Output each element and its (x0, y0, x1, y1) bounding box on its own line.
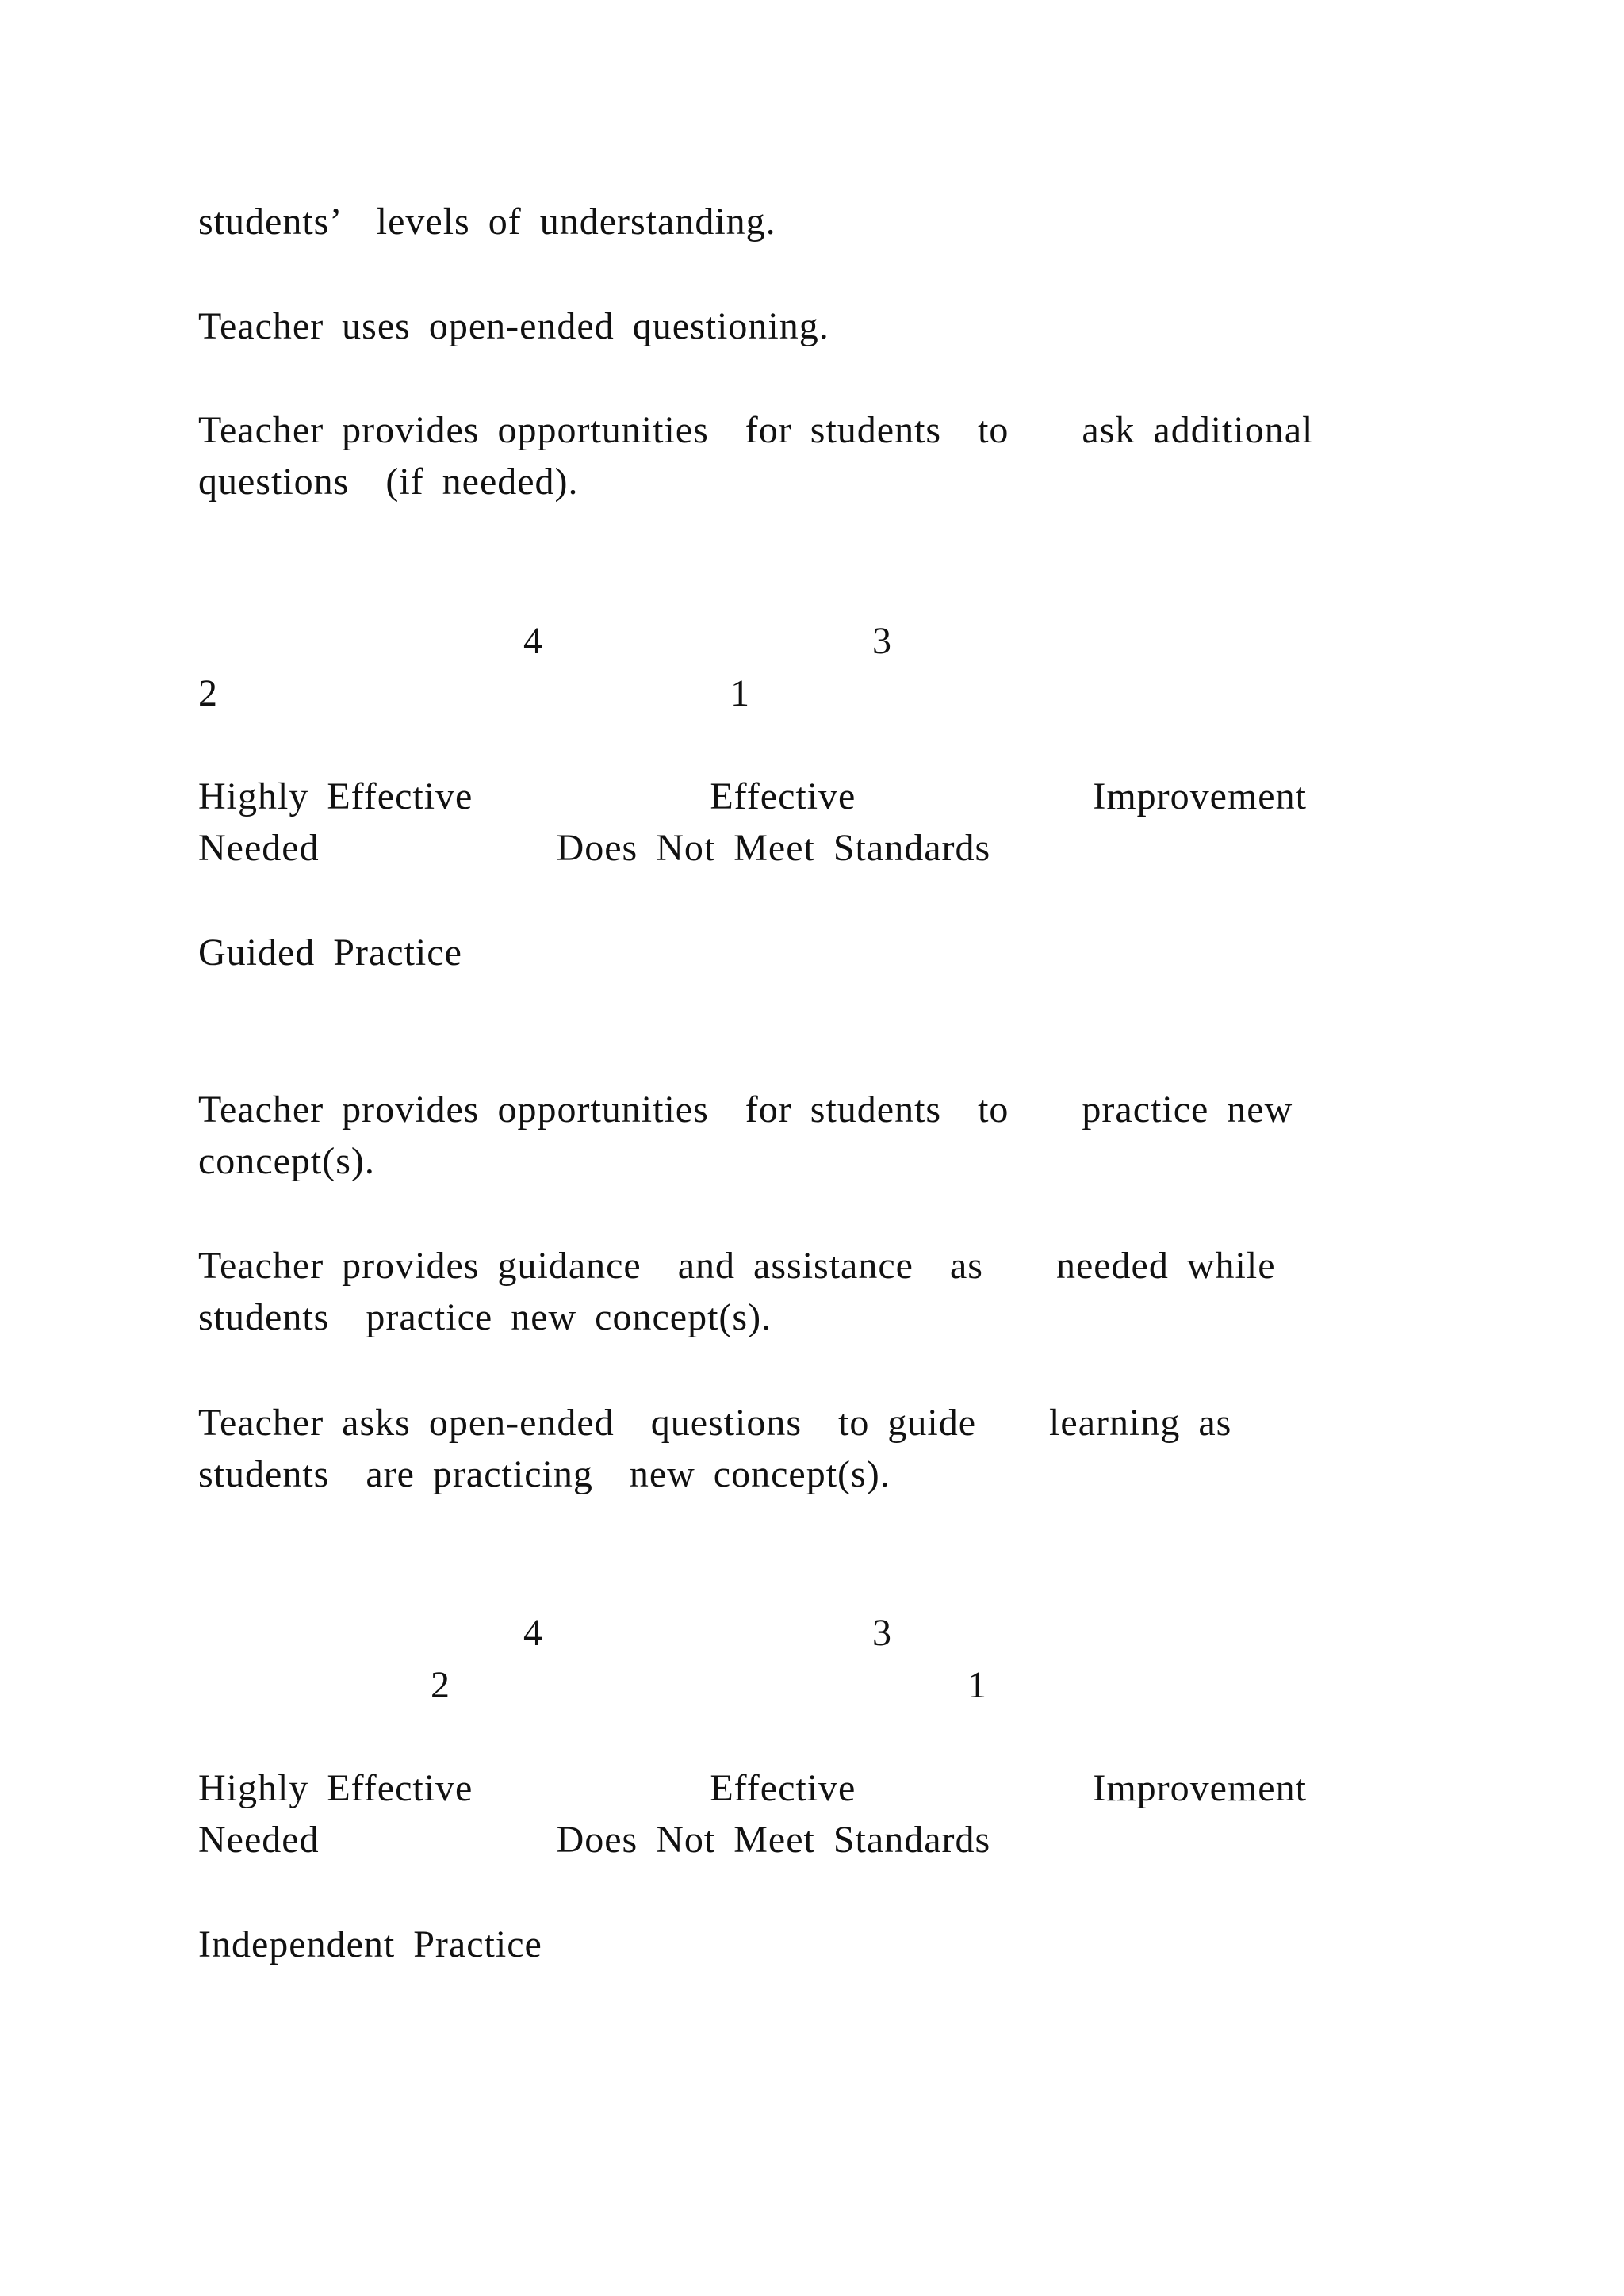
rating-number-4: 4 (523, 620, 542, 662)
text-line-if-needed: questions (if needed). (198, 461, 579, 503)
text-line-additional-questions: Teacher provides opportunities for students to ask additional (198, 409, 1314, 451)
text-line-guidance: Teacher provides guidance and assistance as needed while (198, 1245, 1276, 1287)
rating-number-4: 4 (523, 1612, 542, 1654)
rating-labels-line1: Highly Effective Effective Improvement (198, 1767, 1307, 1809)
text-line-concepts: concept(s). (198, 1140, 375, 1182)
section-heading-independent-practice: Independent Practice (198, 1923, 542, 1965)
rating-labels-line2: Needed Does Not Meet Standards (198, 1819, 991, 1861)
rating-number-2: 2 (198, 672, 217, 714)
section-heading-guided-practice: Guided Practice (198, 932, 462, 974)
rating-number-2: 2 (431, 1664, 450, 1706)
rating-number-3: 3 (872, 620, 891, 662)
rating-number-1: 1 (730, 672, 749, 714)
text-line-students-practicing: students are practicing new concept(s). (198, 1453, 891, 1495)
rating-labels-line1: Highly Effective Effective Improvement (198, 775, 1307, 817)
text-line-questioning: Teacher uses open-ended questioning. (198, 305, 829, 347)
text-line-practice-opportunities: Teacher provides opportunities for students to practice new (198, 1089, 1293, 1131)
rating-number-1: 1 (967, 1664, 986, 1706)
text-line-guide-learning: Teacher asks open-ended questions to guide learning as (198, 1402, 1232, 1444)
rating-number-3: 3 (872, 1612, 891, 1654)
rating-labels-line2: Needed Does Not Meet Standards (198, 827, 991, 869)
text-line-students-practice: students practice new concept(s). (198, 1296, 772, 1338)
text-line-understanding: students’ levels of understanding. (198, 201, 776, 243)
